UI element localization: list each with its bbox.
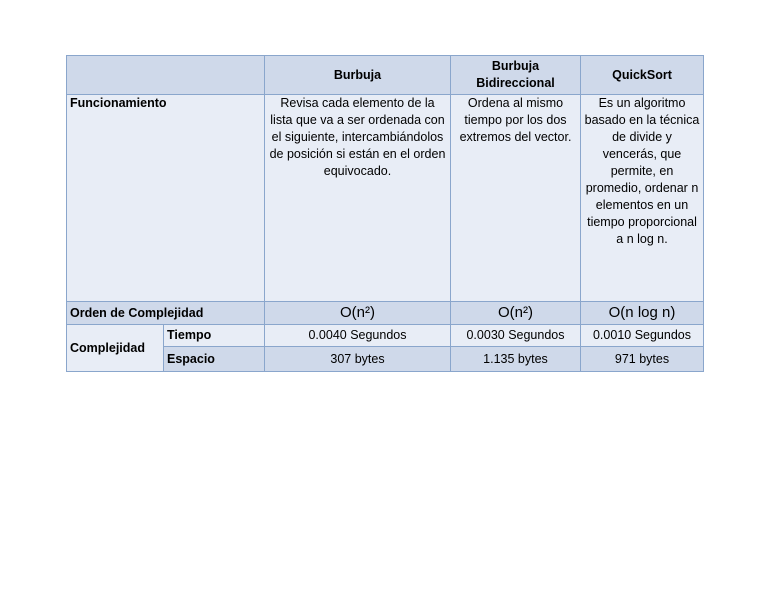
tiempo-row [67, 325, 704, 347]
espacio-burbuja: 307 bytes [265, 347, 451, 372]
header-empty-cell [67, 56, 265, 95]
funcionamiento-label: Funcionamiento [67, 95, 265, 302]
header-row [67, 56, 704, 95]
funcionamiento-row [67, 95, 704, 302]
funcionamiento-bidireccional: Ordena al mismo tiempo por los dos extremos del vector. [451, 95, 581, 302]
espacio-label: Espacio [164, 347, 265, 372]
orden-burbuja: O(n²) [265, 302, 451, 325]
funcionamiento-burbuja: Revisa cada elemento de la lista que va a ser ordenada con el siguiente, intercambiándolos de posición si están en el orden equivocado. [265, 95, 451, 302]
header-quicksort: QuickSort [581, 56, 704, 95]
orden-row [67, 302, 704, 325]
espacio-bidireccional: 1.135 bytes [451, 347, 581, 372]
tiempo-bidireccional: 0.0030 Segundos [451, 325, 581, 347]
orden-quicksort: O(n log n) [581, 302, 704, 325]
header-burbuja: Burbuja [265, 56, 451, 95]
comparison-table [66, 55, 704, 372]
orden-label: Orden de Complejidad [67, 302, 265, 325]
complejidad-label: Complejidad [67, 325, 164, 372]
espacio-quicksort: 971 bytes [581, 347, 704, 372]
tiempo-quicksort: 0.0010 Segundos [581, 325, 704, 347]
header-burbuja-bidireccional: Burbuja Bidireccional [451, 56, 581, 95]
funcionamiento-quicksort: Es un algoritmo basado en la técnica de divide y vencerás, que permite, en promedio, ordenar n elementos en un tiempo proporcional a n log n. [581, 95, 704, 302]
tiempo-label: Tiempo [164, 325, 265, 347]
tiempo-burbuja: 0.0040 Segundos [265, 325, 451, 347]
orden-bidireccional: O(n²) [451, 302, 581, 325]
